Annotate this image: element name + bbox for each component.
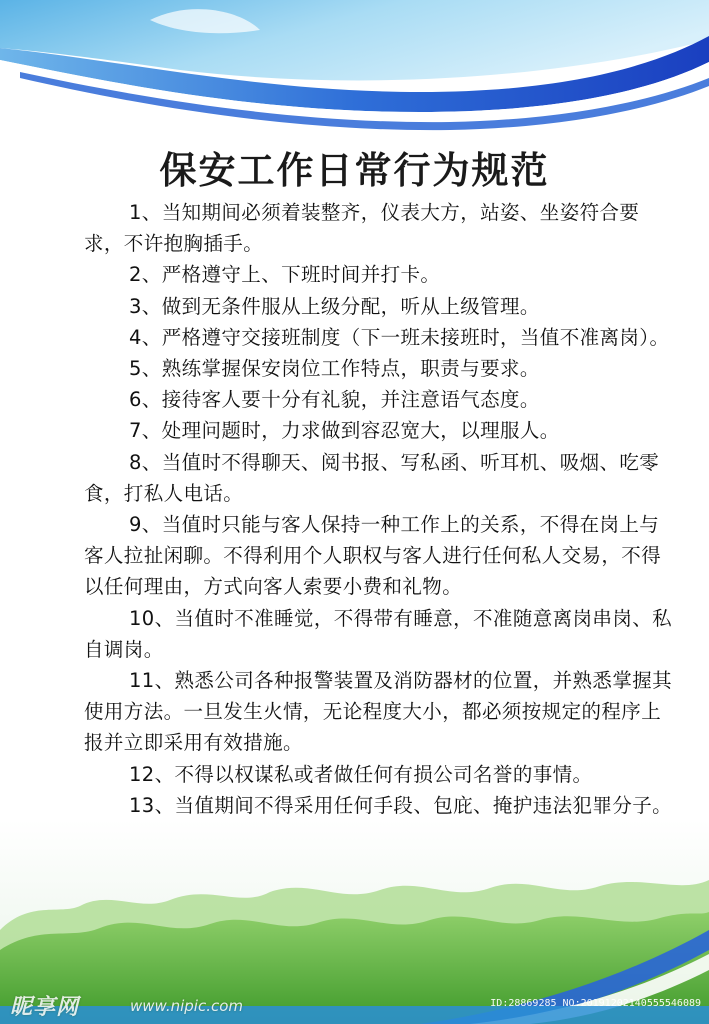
rule-item: 5、熟练掌握保安岗位工作特点，职责与要求。 [129, 357, 540, 381]
rule-item: 9、当值时只能与客人保持一种工作上的关系，不得在岗上与客人拉扯闲聊。不得利用个人职权与客人进行任何私人交易，不得以任何理由，方式向客人索要小费和礼物。 [84, 513, 662, 599]
rule-item: 12、不得以权谋私或者做任何有损公司名誉的事情。 [129, 762, 593, 786]
rule-item: 2、严格遵守上、下班时间并打卡。 [129, 263, 441, 287]
rule-item: 13、当值期间不得采用任何手段、包庇、掩护违法犯罪分子。 [129, 793, 673, 817]
watermark-url: www.nipic.com [130, 997, 244, 1015]
rule-item: 6、接待客人要十分有礼貌，并注意语气态度。 [129, 388, 540, 412]
rule-item: 10、当值时不准睡觉，不得带有睡意，不准随意离岗串岗、私自调岗。 [84, 606, 673, 661]
rule-item: 3、做到无条件服从上级分配，听从上级管理。 [129, 294, 540, 318]
watermark-id: ID:28869285 NO:20191202140555546089 [490, 998, 701, 1009]
rules-list [84, 197, 674, 821]
rule-item: 11、熟悉公司各种报警装置及消防器材的位置，并熟悉掌握其使用方法。一旦发生火情，无论程度大小，都必须按规定的程序上报并立即采用有效措施。 [84, 669, 673, 755]
rule-item: 1、当知期间必须着装整齐，仪表大方，站姿、坐姿符合要求，不许抱胸插手。 [84, 201, 640, 256]
watermark-logo: 昵享网 [10, 995, 80, 1020]
rule-item: 8、当值时不得聊天、阅书报、写私函、听耳机、吸烟、吃零食，打私人电话。 [84, 450, 660, 505]
rule-item: 4、严格遵守交接班制度（下一班未接班时，当值不准离岗）。 [129, 325, 670, 349]
rule-item: 7、处理问题时，力求做到容忍宽大，以理服人。 [129, 419, 560, 443]
page-title: 保安工作日常行为规范 [159, 149, 550, 192]
